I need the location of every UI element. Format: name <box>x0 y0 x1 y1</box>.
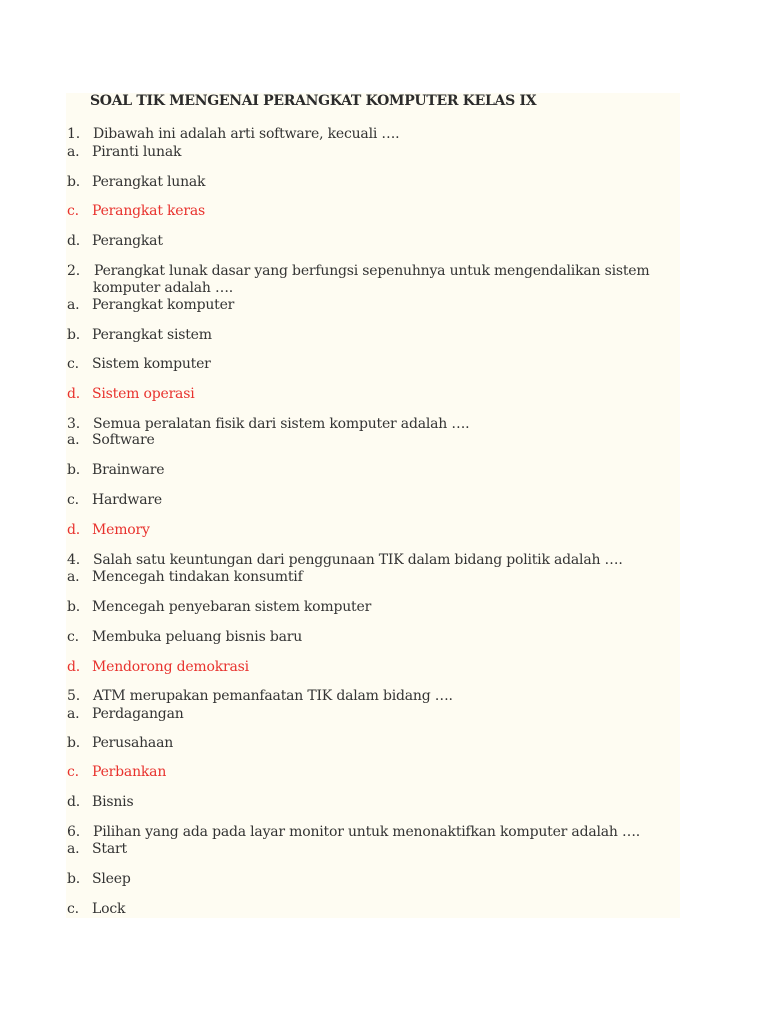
option-text: Lock <box>92 901 126 917</box>
option-letter: d. <box>67 659 81 675</box>
option-text: Perangkat sistem <box>92 327 212 343</box>
option-text: Membuka peluang bisnis baru <box>92 629 303 645</box>
question-number: 2. <box>67 263 80 279</box>
question-number: 3. <box>67 416 80 432</box>
option-letter: d. <box>67 386 81 402</box>
option-letter: d. <box>67 794 81 810</box>
option-text: Perangkat <box>92 233 163 249</box>
option-text: Perusahaan <box>92 735 174 751</box>
option-text: Start <box>92 841 127 857</box>
option-letter: b. <box>67 327 81 343</box>
option-letter: d. <box>67 233 81 249</box>
option-text: Piranti lunak <box>92 144 182 160</box>
option-text: Sleep <box>92 871 131 887</box>
option-text: Software <box>92 432 155 448</box>
option-text: Hardware <box>92 492 162 508</box>
page-title: SOAL TIK MENGENAI PERANGKAT KOMPUTER KELAS IX <box>90 93 537 109</box>
option-text: Perangkat lunak <box>92 174 206 190</box>
question-text: Pilihan yang ada pada layar monitor untuk menonaktifkan komputer adalah …. <box>93 824 641 840</box>
option-letter: c. <box>67 356 79 372</box>
question-number: 4. <box>67 552 80 568</box>
option-text: Perbankan <box>92 764 167 780</box>
question-text: ATM merupakan pemanfaatan TIK dalam bidang …. <box>93 688 453 704</box>
option-letter: a. <box>67 144 80 160</box>
option-letter: b. <box>67 599 81 615</box>
question-number: 6. <box>67 824 80 840</box>
option-letter: a. <box>67 706 80 722</box>
option-letter: a. <box>67 432 80 448</box>
option-text: Sistem komputer <box>92 356 211 372</box>
option-text: Bisnis <box>92 794 134 810</box>
option-text: Memory <box>92 522 150 538</box>
option-letter: c. <box>67 203 79 219</box>
option-letter: c. <box>67 901 79 917</box>
option-letter: b. <box>67 174 81 190</box>
option-letter: a. <box>67 841 80 857</box>
option-text: Perangkat keras <box>92 203 205 219</box>
option-letter: a. <box>67 297 80 313</box>
option-letter: c. <box>67 764 79 780</box>
question-number: 5. <box>67 688 80 704</box>
option-text: Mendorong demokrasi <box>92 659 249 675</box>
question-number: 1. <box>67 126 80 142</box>
option-letter: a. <box>67 569 80 585</box>
option-letter: c. <box>67 629 79 645</box>
option-text: Mencegah tindakan konsumtif <box>92 569 303 585</box>
option-text: Perdagangan <box>92 706 184 722</box>
option-text: Sistem operasi <box>92 386 195 402</box>
option-text: Brainware <box>92 462 165 478</box>
option-text: Perangkat komputer <box>92 297 235 313</box>
option-letter: b. <box>67 462 81 478</box>
option-letter: b. <box>67 735 81 751</box>
option-letter: b. <box>67 871 81 887</box>
option-letter: d. <box>67 522 81 538</box>
question-text: Dibawah ini adalah arti software, kecuali …. <box>93 126 400 142</box>
question-text: Perangkat lunak dasar yang berfungsi sepenuhnya untuk mengendalikan sistem komputer adalah …. <box>93 263 650 296</box>
question-text: Semua peralatan fisik dari sistem komputer adalah …. <box>93 416 470 432</box>
option-letter: c. <box>67 492 79 508</box>
option-text: Mencegah penyebaran sistem komputer <box>92 599 372 615</box>
question-text: Salah satu keuntungan dari penggunaan TIK dalam bidang politik adalah …. <box>93 552 623 568</box>
